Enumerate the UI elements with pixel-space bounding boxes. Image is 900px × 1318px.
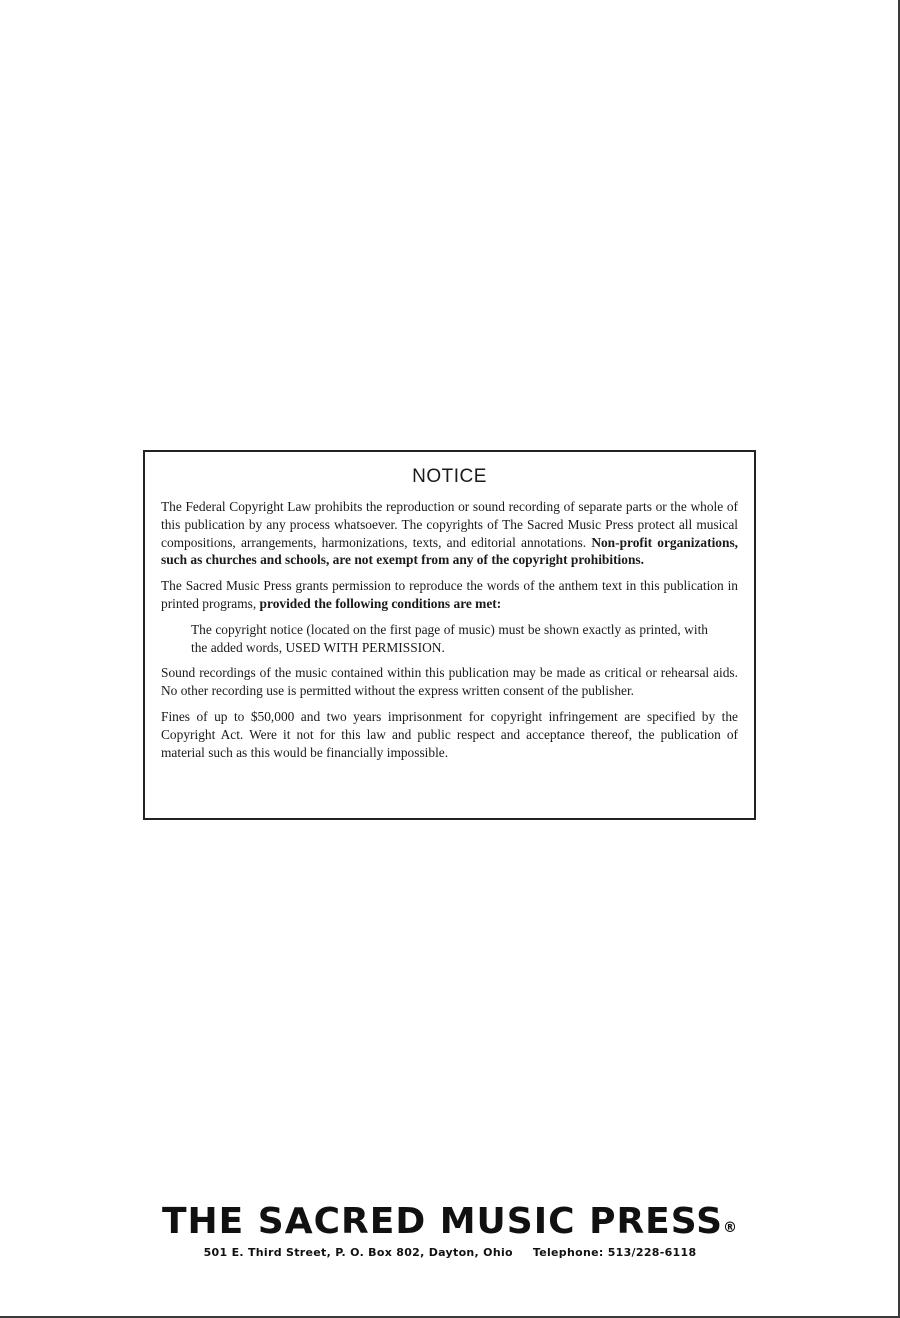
publisher-address-line bbox=[0, 1246, 900, 1259]
notice-paragraph-copyright-law bbox=[161, 498, 738, 569]
notice-paragraph-recordings: Sound recordings of the music contained within this publication may be made as critical or rehearsal aids. No other recording use is permitted without the express written consent of the publisher. bbox=[161, 665, 738, 699]
notice-paragraph-fines: Fines of up to $50,000 and two years imprisonment for copyright infringement are specified by the Copyright Act. Were it not for this law and public respect and acceptance thereof, the publication of material such as this would be financially impossible. bbox=[161, 708, 738, 760]
notice-title: NOTICE bbox=[412, 466, 487, 487]
publisher-telephone: Telephone: 513/228-6118 bbox=[532, 1246, 697, 1259]
registered-mark: ® bbox=[723, 1220, 738, 1236]
notice-paragraph-copyright-law-bold: Non-profit organizations, such as churches and schools, are not exempt from any of the copyright prohibitions. bbox=[161, 534, 738, 568]
publisher-name: THE SACRED MUSIC PRESS bbox=[161, 1201, 723, 1242]
notice-paragraph-permission bbox=[161, 577, 738, 613]
copyright-notice-box bbox=[143, 450, 756, 820]
publisher-address: 501 E. Third Street, P. O. Box 802, Dayton, Ohio bbox=[203, 1246, 513, 1259]
publisher-logo bbox=[0, 1200, 900, 1244]
publisher-footer bbox=[0, 1200, 900, 1259]
notice-paragraph-permission-text: The Sacred Music Press grants permission to reproduce the words of the anthem text in this publication in printed programs, bbox=[161, 578, 738, 611]
notice-paragraph-permission-bold: provided the following conditions are met: bbox=[259, 595, 502, 611]
notice-paragraph-copyright-law-text: The Federal Copyright Law prohibits the reproduction or sound recording of separate parts or the whole of this publication by any process whatsoever. The copyrights of The Sacred Music Press protect all musical compositions, arrangements, harmonizations, texts, and editorial annotations. bbox=[161, 499, 738, 550]
notice-paragraph-condition: The copyright notice (located on the first page of music) must be shown exactly as printed, with the added words, USED WITH PERMISSION. bbox=[191, 621, 708, 655]
